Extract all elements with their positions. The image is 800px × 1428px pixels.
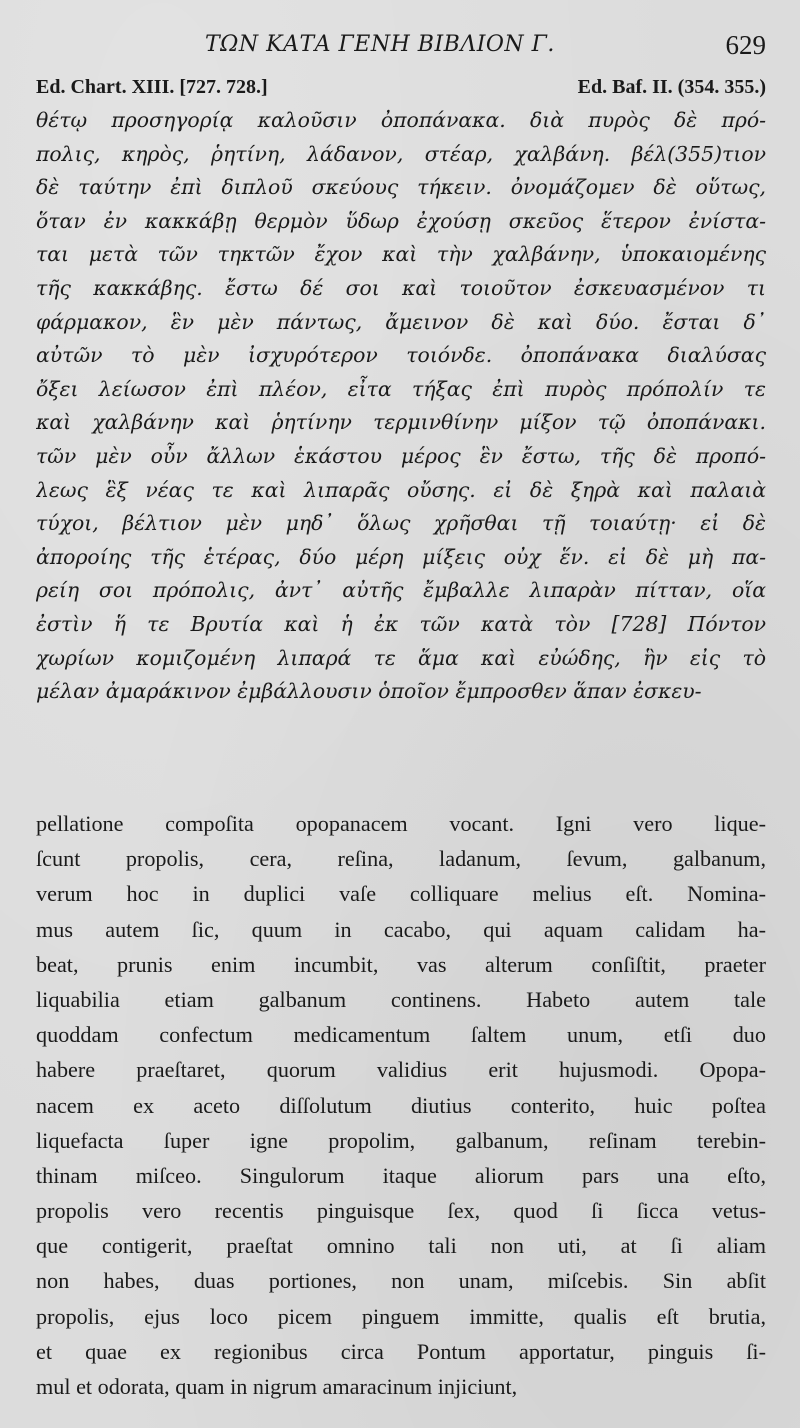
latin-line: ſcunt propolis, cera, reſina, ladanum, ſevum, galbanum,	[36, 846, 766, 872]
greek-line: ὅταν ἐν κακκάβῃ θερμὸν ὕδωρ ἐχούσῃ σκεῦος ἕτερον ἐνίστα-	[36, 208, 766, 233]
latin-text-column	[36, 806, 766, 1404]
latin-line: que contigerit, praeſtat omnino tali non uti, at ſi aliam	[36, 1233, 766, 1259]
greek-line: λεως ἓξ νέας τε καὶ λιπαρᾶς οὔσης. εἰ δὲ ξηρὰ καὶ παλαιὰ	[36, 477, 766, 502]
greek-line: καὶ χαλβάνην καὶ ῥητίνην τερμινθίνην μίξον τῷ ὀποπάνακι.	[36, 410, 766, 435]
latin-line: mus autem ſic, quum in cacabo, qui aquam calidam ha-	[36, 916, 766, 942]
latin-line: liquefacta ſuper igne propolim, galbanum, reſinam terebin-	[36, 1127, 766, 1153]
greek-line: ἐστὶν ἥ τε Βρυτία καὶ ἡ ἐκ τῶν κατὰ τὸν [728] Πόντον	[36, 611, 766, 636]
latin-line: beat, prunis enim incumbit, vas alterum conſiſtit, praeter	[36, 951, 766, 977]
greek-line: τῶν μὲν οὖν ἄλλων ἑκάστου μέρος ἓν ἔστω, τῆς δὲ προπό-	[36, 443, 766, 468]
latin-line: thinam miſceo. Singulorum itaque aliorum pars una eſto,	[36, 1162, 766, 1188]
latin-line: nacem ex aceto diſſolutum diutius conterito, huic poſtea	[36, 1092, 766, 1118]
greek-line: αὐτῶν τὸ μὲν ἰσχυρότερον τοιόνδε. ὀποπάνακα διαλύσας	[36, 343, 766, 368]
edition-chartier-reference: Ed. Chart. XIII. [727. 728.]	[36, 76, 268, 98]
running-title: ΤΩΝ ΚΑΤΑ ΓΕΝΗ ΒΙΒΛΙΟΝ Γ.	[205, 32, 555, 57]
greek-line: τύχοι, βέλτιον μὲν μηδ᾽ ὅλως χρῆσθαι τῇ τοιαύτῃ· εἰ δὲ	[36, 511, 766, 536]
greek-line: θέτῳ προσηγορίᾳ καλοῦσιν ὀποπάνακα. διὰ πυρὸς δὲ πρό-	[36, 108, 766, 132]
edition-basel-reference: Ed. Baf. II. (354. 355.)	[577, 76, 766, 98]
page-number: 629	[725, 30, 766, 60]
edition-reference-line	[36, 76, 766, 104]
greek-text-column	[36, 104, 766, 709]
greek-line: μέλαν ἀμαράκινον ἐμβάλλουσιν ὁποῖον ἔμπροσθεν ἅπαν ἐσκευ-	[36, 679, 702, 704]
greek-line: δὲ ταύτην ἐπὶ διπλοῦ σκεύους τήκειν. ὀνομάζομεν δὲ οὕτως,	[36, 175, 766, 200]
latin-line: liquabilia etiam galbanum continens. Habeto autem tale	[36, 986, 766, 1012]
latin-line: habere praeſtaret, quorum validius erit hujusmodi. Opopa-	[36, 1057, 766, 1083]
greek-line: ρείη σοι πρόπολις, ἀντ᾽ αὐτῆς ἔμβαλλε λιπαρὰν πίτταν, οἵα	[36, 578, 766, 603]
latin-line: quoddam confectum medicamentum ſaltem unum, etſi duo	[36, 1022, 766, 1048]
latin-line: non habes, duas portiones, non unam, miſcebis. Sin abſit	[36, 1268, 766, 1294]
greek-line: χωρίων κομιζομένη λιπαρά τε ἅμα καὶ εὐώδης, ἣν εἰς τὸ	[36, 645, 766, 670]
greek-line: ἀποροίης τῆς ἑτέρας, δύο μέρη μίξεις οὐχ ἕν. εἰ δὲ μὴ πα-	[36, 544, 766, 569]
latin-line: et quae ex regionibus circa Pontum apportatur, pinguis ſi-	[36, 1338, 766, 1364]
greek-line: φάρμακον, ἓν μὲν πάντως, ἄμεινον δὲ καὶ δύο. ἔσται δ᾽	[36, 309, 766, 334]
latin-line: propolis, ejus loco picem pinguem immitte, qualis eſt brutia,	[36, 1303, 766, 1329]
greek-line: ὄξει λείωσον ἐπὶ πλέον, εἶτα τήξας ἐπὶ πυρὸς πρόπολίν τε	[36, 376, 766, 401]
latin-line: verum hoc in duplici vaſe colliquare melius eſt. Nomina-	[36, 881, 766, 907]
greek-line: τῆς κακκάβης. ἔστω δέ σοι καὶ τοιοῦτον ἐσκευασμένον τι	[36, 275, 766, 300]
latin-line: mul et odorata, quam in nigrum amaracinum injiciunt,	[36, 1374, 518, 1399]
latin-line: propolis vero recentis pinguisque ſex, quod ſi ſicca vetus-	[36, 1198, 766, 1224]
greek-line: ται μετὰ τῶν τηκτῶν ἔχον καὶ τὴν χαλβάνην, ὑποκαιομένης	[36, 242, 766, 267]
latin-line: pellatione compoſita opopanacem vocant. Igni vero lique-	[36, 811, 766, 836]
page-header	[0, 28, 800, 68]
greek-line: πολις, κηρὸς, ῥητίνη, λάδανον, στέαρ, χαλβάνη. βέλ(355)τιον	[36, 141, 766, 166]
